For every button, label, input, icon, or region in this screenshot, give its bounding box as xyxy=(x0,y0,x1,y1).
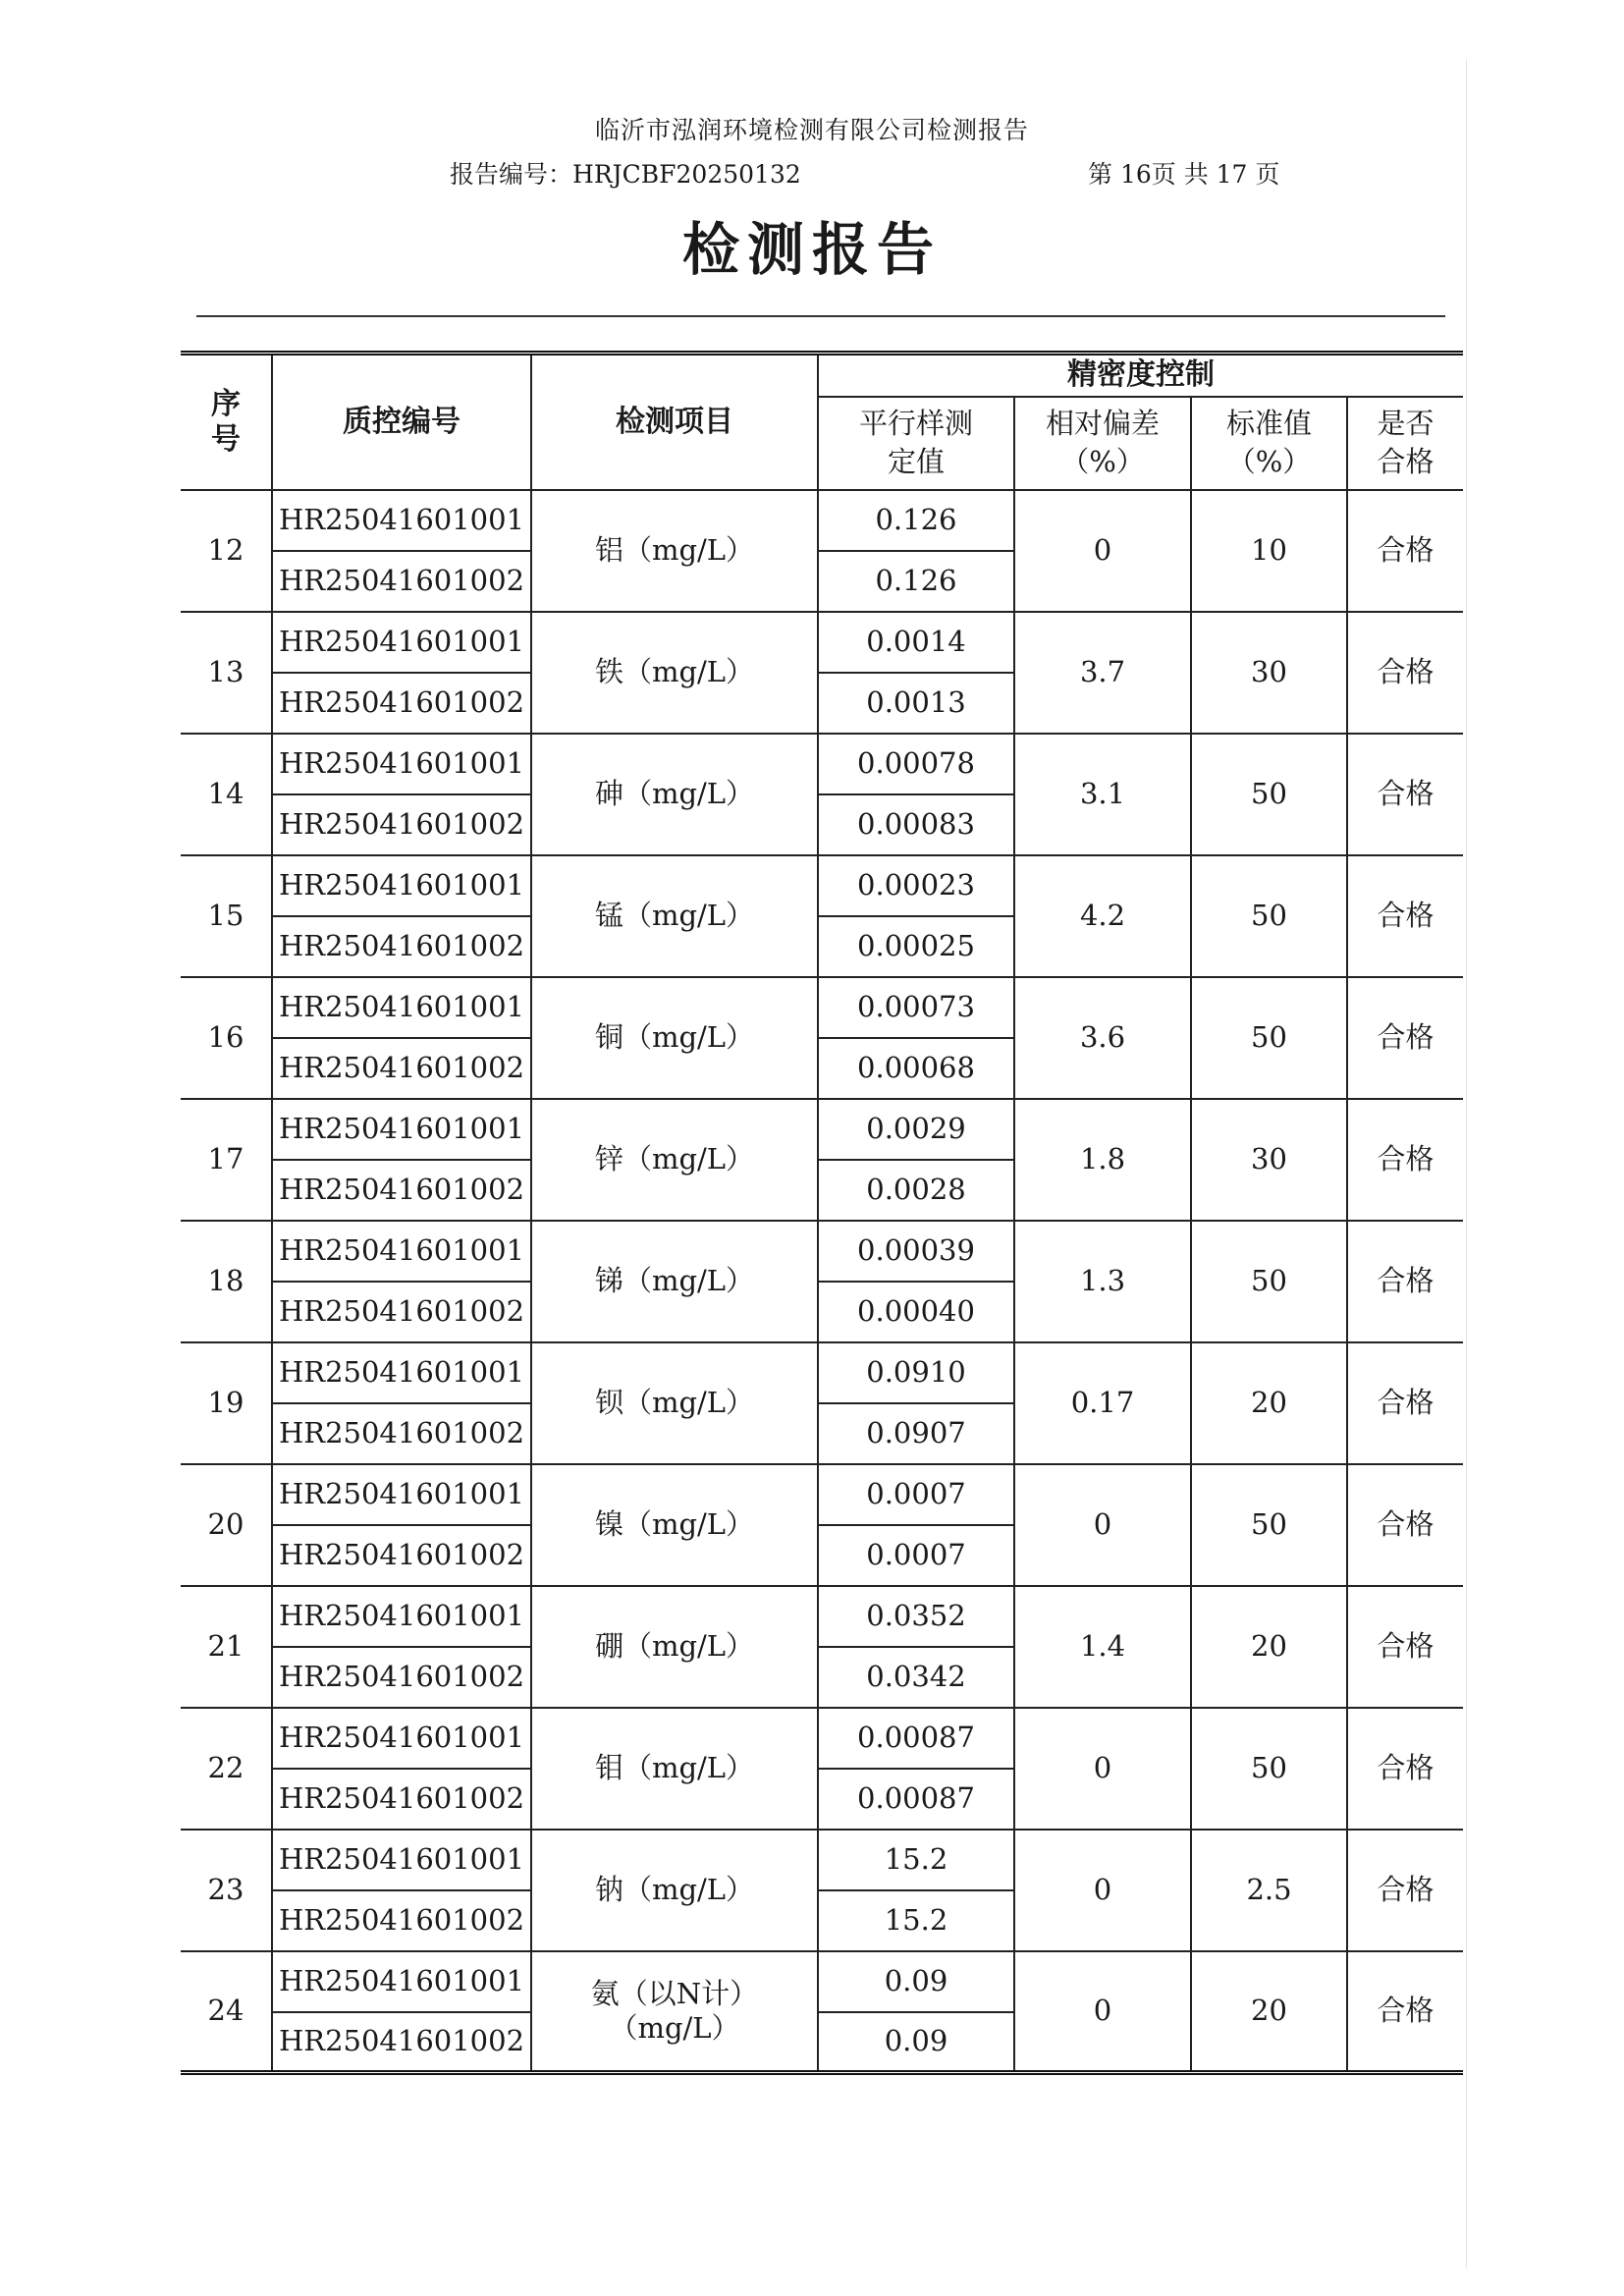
qc-code-1: HR25041601001 xyxy=(272,977,531,1038)
standard-value: 30 xyxy=(1191,1099,1347,1221)
relative-deviation: 3.6 xyxy=(1014,977,1191,1099)
test-item xyxy=(531,612,818,734)
relative-deviation: 4.2 xyxy=(1014,855,1191,977)
parallel-value-1: 0.00023 xyxy=(818,855,1014,916)
qc-code-1: HR25041601001 xyxy=(272,1708,531,1769)
test-item xyxy=(531,977,818,1099)
table-row xyxy=(181,1830,1463,1890)
table-row xyxy=(181,734,1463,794)
test-item-name: 硼（mg/L） xyxy=(594,1629,755,1664)
standard-value: 10 xyxy=(1191,490,1347,612)
header-divider xyxy=(196,315,1445,317)
parallel-value-1: 0.0029 xyxy=(818,1099,1014,1160)
parallel-value-2: 0.0907 xyxy=(818,1403,1014,1464)
standard-value: 30 xyxy=(1191,612,1347,734)
test-item-name: 锰（mg/L） xyxy=(594,899,755,933)
test-item-name: 钠（mg/L） xyxy=(594,1873,755,1907)
qc-code-2: HR25041601002 xyxy=(272,1403,531,1464)
pass-result: 合格 xyxy=(1347,1830,1463,1951)
table-row xyxy=(181,855,1463,916)
test-item-name: 铁（mg/L） xyxy=(594,655,755,689)
report-number-value: HRJCBF20250132 xyxy=(572,160,801,189)
qc-code-2: HR25041601002 xyxy=(272,794,531,855)
table-row xyxy=(181,1951,1463,2012)
test-item-name: 铜（mg/L） xyxy=(594,1020,755,1055)
row-seq: 20 xyxy=(181,1464,272,1586)
parallel-value-1: 0.09 xyxy=(818,1951,1014,2012)
document-title: 检测报告 xyxy=(681,216,942,283)
parallel-value-1: 0.00039 xyxy=(818,1221,1014,1282)
relative-deviation: 3.1 xyxy=(1014,734,1191,855)
qc-code-2: HR25041601002 xyxy=(272,1038,531,1099)
parallel-value-1: 0.126 xyxy=(818,490,1014,551)
row-seq: 17 xyxy=(181,1099,272,1221)
row-seq: 16 xyxy=(181,977,272,1099)
table-row xyxy=(181,977,1463,1038)
company-header: 临沂市泓润环境检测有限公司检测报告 xyxy=(594,116,1029,144)
test-item-name: 锌（mg/L） xyxy=(594,1142,755,1176)
test-item-unit: （mg/L） xyxy=(609,2010,740,2045)
table-row xyxy=(181,612,1463,673)
relative-deviation: 0 xyxy=(1014,1464,1191,1586)
header-parallel-value: 平行样测 定值 xyxy=(818,397,1014,490)
standard-value: 20 xyxy=(1191,1342,1347,1464)
qc-code-2: HR25041601002 xyxy=(272,551,531,612)
parallel-value-2: 0.0342 xyxy=(818,1647,1014,1708)
standard-value: 50 xyxy=(1191,1221,1347,1342)
parallel-value-2: 0.00025 xyxy=(818,916,1014,977)
qc-code-1: HR25041601001 xyxy=(272,855,531,916)
test-item xyxy=(531,1708,818,1830)
test-item-name: 镍（mg/L） xyxy=(594,1507,755,1542)
parallel-value-1: 0.00087 xyxy=(818,1708,1014,1769)
pass-result: 合格 xyxy=(1347,1464,1463,1586)
table-row xyxy=(181,490,1463,551)
row-seq: 14 xyxy=(181,734,272,855)
standard-value: 50 xyxy=(1191,734,1347,855)
row-seq: 15 xyxy=(181,855,272,977)
table-row xyxy=(181,1708,1463,1769)
test-item xyxy=(531,1951,818,2073)
qc-code-1: HR25041601001 xyxy=(272,1221,531,1282)
qc-code-1: HR25041601001 xyxy=(272,734,531,794)
row-seq: 24 xyxy=(181,1951,272,2073)
parallel-value-1: 0.0910 xyxy=(818,1342,1014,1403)
parallel-value-2: 0.0028 xyxy=(818,1160,1014,1221)
pass-result: 合格 xyxy=(1347,612,1463,734)
test-item-name: 铝（mg/L） xyxy=(594,533,755,568)
standard-value: 50 xyxy=(1191,1464,1347,1586)
table-row xyxy=(181,1099,1463,1160)
qc-code-1: HR25041601001 xyxy=(272,1342,531,1403)
relative-deviation: 1.8 xyxy=(1014,1099,1191,1221)
parallel-value-2: 15.2 xyxy=(818,1890,1014,1951)
qc-code-2: HR25041601002 xyxy=(272,1525,531,1586)
standard-value: 20 xyxy=(1191,1586,1347,1708)
qc-code-2: HR25041601002 xyxy=(272,1769,531,1830)
parallel-value-1: 0.00073 xyxy=(818,977,1014,1038)
header-qc-code: 质控编号 xyxy=(272,354,531,490)
test-item xyxy=(531,1464,818,1586)
qc-code-2: HR25041601002 xyxy=(272,1647,531,1708)
qc-code-2: HR25041601002 xyxy=(272,2012,531,2073)
pass-result: 合格 xyxy=(1347,1221,1463,1342)
qc-code-1: HR25041601001 xyxy=(272,1099,531,1160)
test-item xyxy=(531,1586,818,1708)
qc-code-1: HR25041601001 xyxy=(272,1464,531,1525)
table-row xyxy=(181,1586,1463,1647)
header-test-item: 检测项目 xyxy=(531,354,818,490)
parallel-value-2: 0.0007 xyxy=(818,1525,1014,1586)
test-item xyxy=(531,490,818,612)
pass-result: 合格 xyxy=(1347,1951,1463,2073)
row-seq: 23 xyxy=(181,1830,272,1951)
test-item xyxy=(531,1830,818,1951)
relative-deviation: 3.7 xyxy=(1014,612,1191,734)
row-seq: 12 xyxy=(181,490,272,612)
parallel-value-1: 15.2 xyxy=(818,1830,1014,1890)
qc-code-1: HR25041601001 xyxy=(272,1830,531,1890)
test-item xyxy=(531,734,818,855)
test-item xyxy=(531,1342,818,1464)
relative-deviation: 0 xyxy=(1014,1951,1191,2073)
table-row xyxy=(181,1221,1463,1282)
parallel-value-2: 0.09 xyxy=(818,2012,1014,2073)
test-item xyxy=(531,855,818,977)
header-standard-value: 标准值 （%） xyxy=(1191,397,1347,490)
pass-result: 合格 xyxy=(1347,977,1463,1099)
row-seq: 22 xyxy=(181,1708,272,1830)
parallel-value-1: 0.00078 xyxy=(818,734,1014,794)
parallel-value-2: 0.0013 xyxy=(818,673,1014,734)
page-indicator: 第 16页 共 17 页 xyxy=(1088,160,1280,189)
parallel-value-2: 0.00068 xyxy=(818,1038,1014,1099)
standard-value: 50 xyxy=(1191,977,1347,1099)
row-seq: 21 xyxy=(181,1586,272,1708)
test-item-name: 氨（以N计） xyxy=(590,1976,759,2010)
test-item-name: 锑（mg/L） xyxy=(594,1264,755,1298)
qc-code-1: HR25041601001 xyxy=(272,612,531,673)
table-row xyxy=(181,1464,1463,1525)
standard-value: 50 xyxy=(1191,855,1347,977)
qc-code-2: HR25041601002 xyxy=(272,1282,531,1342)
header-pass: 是否 合格 xyxy=(1347,397,1463,490)
table-row xyxy=(181,1342,1463,1403)
standard-value: 20 xyxy=(1191,1951,1347,2073)
report-number xyxy=(450,155,801,191)
qc-code-2: HR25041601002 xyxy=(272,916,531,977)
header-precision-control: 精密度控制 xyxy=(818,354,1463,397)
pass-result: 合格 xyxy=(1347,855,1463,977)
test-item-name: 钡（mg/L） xyxy=(594,1386,755,1420)
qc-code-2: HR25041601002 xyxy=(272,673,531,734)
relative-deviation: 1.3 xyxy=(1014,1221,1191,1342)
test-item xyxy=(531,1099,818,1221)
pass-result: 合格 xyxy=(1347,1708,1463,1830)
standard-value: 2.5 xyxy=(1191,1830,1347,1951)
relative-deviation: 0 xyxy=(1014,1830,1191,1951)
test-item xyxy=(531,1221,818,1342)
page-edge-shadow xyxy=(1466,59,1467,2269)
pass-result: 合格 xyxy=(1347,734,1463,855)
parallel-value-2: 0.00083 xyxy=(818,794,1014,855)
qc-code-2: HR25041601002 xyxy=(272,1160,531,1221)
parallel-value-1: 0.0014 xyxy=(818,612,1014,673)
test-item-name: 砷（mg/L） xyxy=(594,777,755,811)
row-seq: 18 xyxy=(181,1221,272,1342)
test-item-name: 钼（mg/L） xyxy=(594,1751,755,1785)
pass-result: 合格 xyxy=(1347,1586,1463,1708)
parallel-value-2: 0.00087 xyxy=(818,1769,1014,1830)
parallel-value-1: 0.0352 xyxy=(818,1586,1014,1647)
parallel-value-2: 0.00040 xyxy=(818,1282,1014,1342)
relative-deviation: 0 xyxy=(1014,1708,1191,1830)
header-seq: 序 号 xyxy=(181,354,272,490)
relative-deviation: 1.4 xyxy=(1014,1586,1191,1708)
row-seq: 19 xyxy=(181,1342,272,1464)
precision-control-table xyxy=(181,351,1463,2075)
pass-result: 合格 xyxy=(1347,490,1463,612)
qc-code-1: HR25041601001 xyxy=(272,1951,531,2012)
relative-deviation: 0.17 xyxy=(1014,1342,1191,1464)
relative-deviation: 0 xyxy=(1014,490,1191,612)
qc-code-1: HR25041601001 xyxy=(272,1586,531,1647)
header-relative-deviation: 相对偏差 （%） xyxy=(1014,397,1191,490)
qc-code-1: HR25041601001 xyxy=(272,490,531,551)
row-seq: 13 xyxy=(181,612,272,734)
pass-result: 合格 xyxy=(1347,1342,1463,1464)
parallel-value-1: 0.0007 xyxy=(818,1464,1014,1525)
standard-value: 50 xyxy=(1191,1708,1347,1830)
report-number-label: 报告编号： xyxy=(450,160,573,189)
qc-code-2: HR25041601002 xyxy=(272,1890,531,1951)
pass-result: 合格 xyxy=(1347,1099,1463,1221)
parallel-value-2: 0.126 xyxy=(818,551,1014,612)
